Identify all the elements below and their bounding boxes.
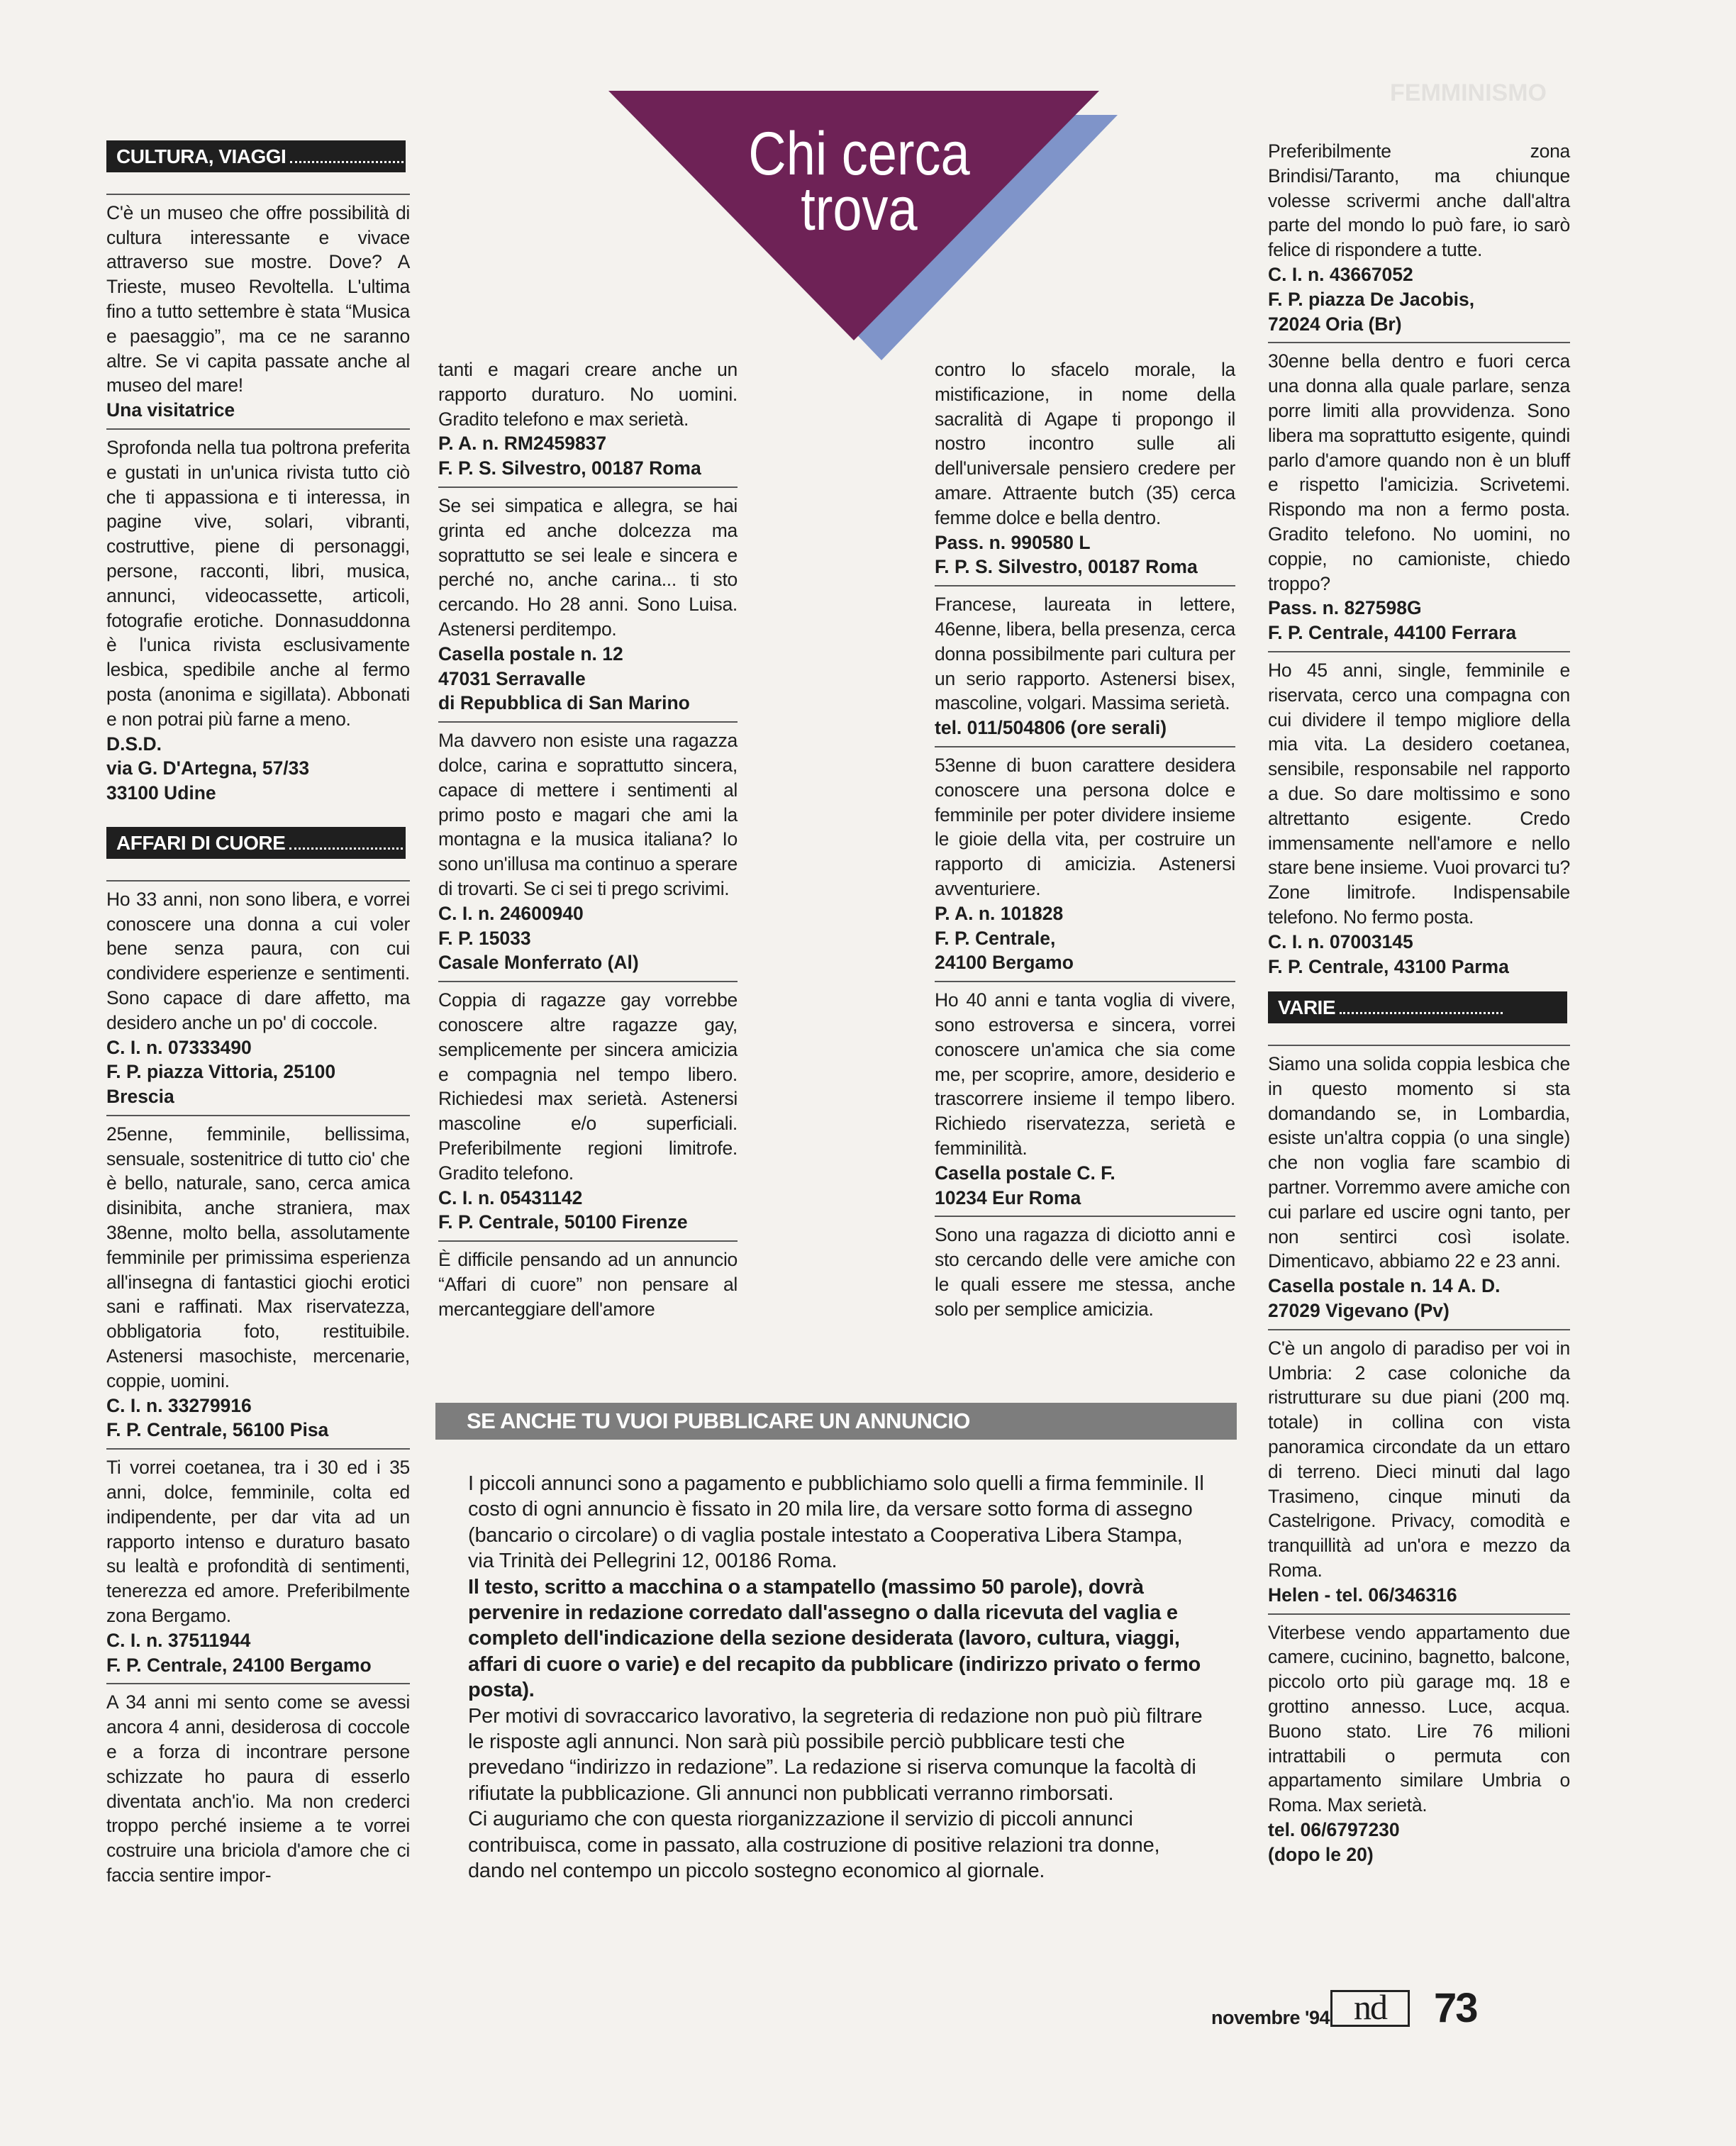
classified-ad <box>935 585 1235 746</box>
ad-contact-line: 24100 Bergamo <box>935 952 1074 974</box>
ad-contact-line: 33100 Udine <box>106 782 216 804</box>
classified-ad <box>438 721 738 981</box>
masthead-title-line2: trova <box>801 174 918 243</box>
issue-date: novembre '94 <box>1211 2007 1330 2028</box>
ad-contact-line: 10234 Eur Roma <box>935 1186 1081 1208</box>
classified-ad <box>1268 1045 1570 1329</box>
ad-text: Sprofonda nella tua poltrona preferita e gustati in un'unica rivista tutto ciò che ti appassiona e ti interessa, in pagine vive, solari, vibranti, costruttive, piene di personaggi, persone, racconti, libri, musica, annunci, videocassette, articoli, fotografie erotiche. Donnasuddonna è l'unica rivista esclusivamente lesbica, spedibile anche al fermo posta (anonima e sigillata). Abbonati e non potrai più farne a meno. <box>106 436 410 730</box>
show-through-text: FEMMINISMO <box>1390 79 1547 106</box>
section-heading-varie: VARIE <box>1268 991 1567 1023</box>
ad-contact-line: 27029 Vigevano (Pv) <box>1268 1300 1450 1322</box>
ad-contact-line: Casale Monferrato (Al) <box>438 952 639 974</box>
classified-ad <box>935 981 1235 1216</box>
ad-contact-line: P. A. n. 101828 <box>935 902 1064 924</box>
classified-ad <box>935 357 1235 585</box>
nd-logo: nd <box>1330 1990 1410 2027</box>
classified-ad <box>106 1448 410 1683</box>
classified-ad <box>1268 1613 1570 1873</box>
ad-contact-line: Brescia <box>106 1086 174 1108</box>
ad-contact-line: Casella postale n. 14 A. D. <box>1268 1275 1501 1297</box>
classified-ad <box>106 194 410 428</box>
classified-ad <box>438 981 738 1240</box>
ad-contact-line: Pass. n. 827598G <box>1268 597 1422 619</box>
ad-contact-line: F. P. piazza Vittoria, 25100 <box>106 1061 336 1083</box>
notice-paragraph-editorial: Per motivi di sovraccarico lavorativo, la segreteria di redazione non può più filtrare le risposte agli annunci. Non sarà più possibile perciò pubblicare testi che prevedano “indirizzo in redazione”. La redazione si riserva comunque la facoltà di rifiutate la pubblicazione. Gli annunci non pubblicati verranno rimborsati. <box>468 1704 1203 1805</box>
classified-ad <box>106 1683 410 1893</box>
ad-text: Coppia di ragazze gay vorrebbe conoscere altre ragazze gay, semplicemente per sincera amicizia e compagnia nel tempo libero. Richiedesi max serietà. Astenersi mascoline e/o superficiali. Preferibilmente regioni limitrofe. Gradito telefono. <box>438 989 738 1184</box>
masthead-title-line1: Chi cerca <box>748 118 970 188</box>
classified-ad <box>1268 139 1570 342</box>
notice-body <box>468 1471 1208 1884</box>
ad-contact-line: F. P. Centrale, <box>935 927 1056 949</box>
ad-contact-line: F. P. Centrale, 43100 Parma <box>1268 955 1509 977</box>
ad-text: Ti vorrei coetanea, tra i 30 ed i 35 anni, dolce, femminile, colta ed indipendente, per dar vita ad un rapporto intenso e duraturo basato su lealtà e profondità di sentimenti, tenerezza ed amore. Preferibilmente zona Bergamo. <box>106 1457 410 1627</box>
section-heading-affari-di-cuore: AFFARI DI CUORE <box>106 827 406 859</box>
ad-text: 25enne, femminile, bellissima, sensuale, sostenitrice di tutto cio' che è bello, naturale, sano, cerca amica disinibita, anche straniera, max 38enne, molto bella, assolutamente femminile per primissima esperienza all'insegna di fantastici giochi erotici sani e raffinati. Max riservatezza, obbligatoria foto, restituibile. Astenersi masochiste, mercenarie, coppie, uomini. <box>106 1123 410 1391</box>
ad-contact-line: C. I. n. 05431142 <box>438 1186 583 1208</box>
ad-contact-line: C. I. n. 33279916 <box>106 1394 252 1416</box>
ad-text: Se sei simpatica e allegra, se hai grinta ed anche dolcezza ma soprattutto se sei leale e sincera e perché no, anche carina... ti sto cercando. Ho 28 anni. Sono Luisa. Astenersi perditempo. <box>438 494 738 640</box>
ad-contact-line: C. I. n. 24600940 <box>438 902 584 924</box>
ad-text: Ho 33 anni, non sono libera, e vorrei conoscere una donna a cui voler bene senza paura, con cui condividere esperienze e sentimenti. Sono capace di dare affetto, ma desidero anche un po' di coccole. <box>106 888 410 1033</box>
ad-text: È difficile pensando ad un annuncio “Affari di cuore” non pensare al mercanteggiare dell'amore <box>438 1249 738 1320</box>
ad-contact-line: Una visitatrice <box>106 399 235 421</box>
ad-contact-line: P. A. n. RM2459837 <box>438 433 607 455</box>
ad-text: C'è un museo che offre possibilità di cultura interessante e vivace attraverso sue mostre. Dove? A Trieste, museo Revoltella. L'ultima fino a tutto settembre è stata “Musica e paesaggio”, ma ce ne saranno altre. Se vi capita passate anche al museo del mare! <box>106 201 410 396</box>
ad-text: 53enne di buon carattere desidera conoscere una persona dolce e femminile per poter dividere insieme le gioie della vita, per costruire un rapporto di amicizia. Astenersi avventuriere. <box>935 754 1235 899</box>
classified-ad <box>438 357 738 487</box>
classified-ad <box>1268 1329 1570 1613</box>
ad-text: C'è un angolo di paradiso per voi in Umbria: 2 case coloniche da ristrutturare su due piani (200 mq. totale) in collina con vista panoramica circondate da un ettaro di terreno. Dieci minuti dal lago Trasimeno, cinque minuti da Castelrigone. Privacy, comodità e tranquillità ad un'ora e mezzo da Roma. <box>1268 1337 1570 1581</box>
ad-contact-line: Pass. n. 990580 L <box>935 531 1091 553</box>
section-heading-cultura-viaggi: CULTURA, VIAGGI <box>106 140 406 172</box>
ad-text: contro lo sfacelo morale, la mistificazione, in nome della sacralità di Agape ti propongo il nostro incontro sulle ali dell'universale pensiero credere per amare. Attraente butch (35) cerca femme dolce e bella dentro. <box>935 359 1235 528</box>
ad-contact-line: Casella postale n. 12 <box>438 643 623 665</box>
ad-contact-line: di Repubblica di San Marino <box>438 692 690 714</box>
ad-contact-line: C. I. n. 07003145 <box>1268 930 1413 952</box>
ad-contact-line: F. P. S. Silvestro, 00187 Roma <box>438 457 701 479</box>
column-2 <box>438 357 738 1327</box>
ad-contact-line: F. P. Centrale, 56100 Pisa <box>106 1419 329 1441</box>
notice-paragraph-cost: I piccoli annunci sono a pagamento e pubblichiamo solo quelli a firma femminile. Il costo di ogni annuncio è fissato in 20 mila lire, da versare sotto forma di assegno (bancario o circolare) o di vaglia postale intestato a Cooperativa Libera Stampa, via Trinità dei Pellegrini 12, 00186 Roma. <box>468 1472 1204 1573</box>
ad-text: 30enne bella dentro e fuori cerca una donna alla quale parlare, senza porre limiti alla provvidenza. Sono libera ma soprattutto esigente, quindi parlo d'amore quando non è un bluff e rispetto l'amicizia. Scrivetemi. Rispondo ma non a fermo posta. Gradito telefono. No uomini, no coppie, no camioniste, chiedo troppo? <box>1268 350 1570 594</box>
notice-paragraph-closing: Ci auguriamo che con questa riorganizzazione il servizio di piccoli annunci contribuisca, come in passato, alla costruzione di positive relazioni tra donne, dando nel contempo un piccolo sostegno economico al giornale. <box>468 1808 1160 1883</box>
ad-contact-line: (dopo le 20) <box>1268 1843 1374 1865</box>
ad-contact-line: C. I. n. 37511944 <box>106 1629 251 1651</box>
classified-ad <box>935 1216 1235 1327</box>
classified-ad <box>1268 651 1570 984</box>
ad-contact-line: C. I. n. 43667052 <box>1268 263 1413 285</box>
notice-paragraph-instructions: Il testo, scritto a macchina o a stampatello (massimo 50 parole), dovrà pervenire in redazione corredato dall'assegno o dalla ricevuta del vaglia e completo dell'indicazione della sezione desiderata (lavoro, cultura, viaggi, affari di cuore o varie) e del recapito da pubblicare (indirizzo privato o fermo posta). <box>468 1575 1201 1702</box>
column-1 <box>106 140 410 1894</box>
ad-text: Ma davvero non esiste una ragazza dolce, carina e soprattutto sincera, capace di mettere i sentimenti al primo posto e magari che ami la montagna e la musica italiana? Io sono un'illusa ma continuo a sperare di trovarti. Se ci sei ti prego scrivimi. <box>438 730 738 899</box>
chi-cerca-trova-masthead <box>608 91 1119 367</box>
ad-text: Francese, laureata in lettere, 46enne, libera, bella presenza, cerca donna possibilmente pari cultura per un serio rapporto. Astenersi bisex, mascoline, volgari. Massima serietà. <box>935 594 1235 714</box>
ad-text: Viterbese vendo appartamento due camere, cucinino, bagnetto, balcone, piccolo orto più garage mq. 18 e grottino annesso. Luce, acqua. Buono stato. Lire 76 milioni intrattabili o permuta con appartamento similare Umbria o Roma. Max serietà. <box>1268 1621 1570 1816</box>
ad-text: Ho 45 anni, single, femminile e riservata, cerco una compagna con cui dividere il tempo migliore della mia vita. La desidero coetanea, sensibile, responsabile nel rapporto a due. So dare moltissimo e sono altrettanto esigente. Credo immensamente nell'amore e nello stare bene insieme. Vuoi provarci tu? Zone limitrofe. Indispensabile telefono. No fermo posta. <box>1268 659 1570 928</box>
ad-contact-line: 47031 Serravalle <box>438 667 586 689</box>
column-3 <box>935 357 1235 1327</box>
classified-ad <box>106 1115 410 1448</box>
classified-ad <box>438 487 738 721</box>
ad-contact-line: C. I. n. 07333490 <box>106 1036 252 1058</box>
ad-contact-line: 72024 Oria (Br) <box>1268 313 1402 335</box>
classified-ad <box>1268 342 1570 651</box>
ad-contact-line: via G. D'Artegna, 57/33 <box>106 757 310 779</box>
ad-contact-line: tel. 06/6797230 <box>1268 1819 1400 1840</box>
ad-text: Sono una ragazza di diciotto anni e sto cercando delle vere amiche con le quali essere me stessa, anche solo per semplice amicizia. <box>935 1224 1235 1320</box>
classified-ad <box>106 428 410 811</box>
ad-text: Ho 40 anni e tanta voglia di vivere, sono estroversa e sincera, vorrei conoscere un'amica che sia come me, per scoprire, amore, desiderio e trascorrere insieme il tempo libero. Richiedo riservatezza, serietà e femminilità. <box>935 989 1235 1159</box>
ad-contact-line: F. P. 15033 <box>438 927 531 949</box>
ad-contact-line: tel. 011/504806 (ore serali) <box>935 717 1167 739</box>
ad-text: Siamo una solida coppia lesbica che in questo momento si sta domandando se, in Lombardia, esiste un'altra coppia (o una single) che non voglia fare scambio di partner. Vorremmo avere amiche con cui parlare ed uscire ogni tanto, per non sentirci così isolate. Dimenticavo, abbiamo 22 e 23 anni. <box>1268 1053 1570 1272</box>
column-4 <box>1268 139 1570 1873</box>
page-number: 73 <box>1434 1985 1477 2031</box>
page-footer <box>1211 1986 1495 2035</box>
ad-contact-line: D.S.D. <box>106 733 162 755</box>
ad-contact-line: Helen - tel. 06/346316 <box>1268 1584 1457 1606</box>
ad-contact-line: F. P. S. Silvestro, 00187 Roma <box>935 556 1198 578</box>
ad-contact-line: F. P. Centrale, 24100 Bergamo <box>106 1654 372 1676</box>
ad-text: tanti e magari creare anche un rapporto duraturo. No uomini. Gradito telefono e max serietà. <box>438 359 738 430</box>
notice-banner-title: SE ANCHE TU VUOI PUBBLICARE UN ANNUNCIO <box>435 1403 1237 1440</box>
ad-contact-line: Casella postale C. F. <box>935 1162 1115 1184</box>
ad-contact-line: F. P. Centrale, 44100 Ferrara <box>1268 622 1517 644</box>
ad-text: A 34 anni mi sento come se avessi ancora 4 anni, desiderosa di coccole e a forza di incontrare persone schizzate ho paura di esserlo diventata anch'io. Ma non crederci troppo perché insieme a te vorrei costruire una briciola d'amore che ci faccia sentire impor- <box>106 1691 410 1886</box>
classified-ad <box>438 1240 738 1327</box>
classified-ad <box>106 880 410 1115</box>
ad-contact-line: F. P. piazza De Jacobis, <box>1268 288 1475 310</box>
ad-contact-line: F. P. Centrale, 50100 Firenze <box>438 1211 688 1233</box>
ad-text: Preferibilmente zona Brindisi/Taranto, ma chiunque volesse scrivermi anche dall'altra parte del mondo lo può fare, io sarò felice di rispondere a tutte. <box>1268 140 1570 261</box>
classified-ad <box>935 746 1235 981</box>
